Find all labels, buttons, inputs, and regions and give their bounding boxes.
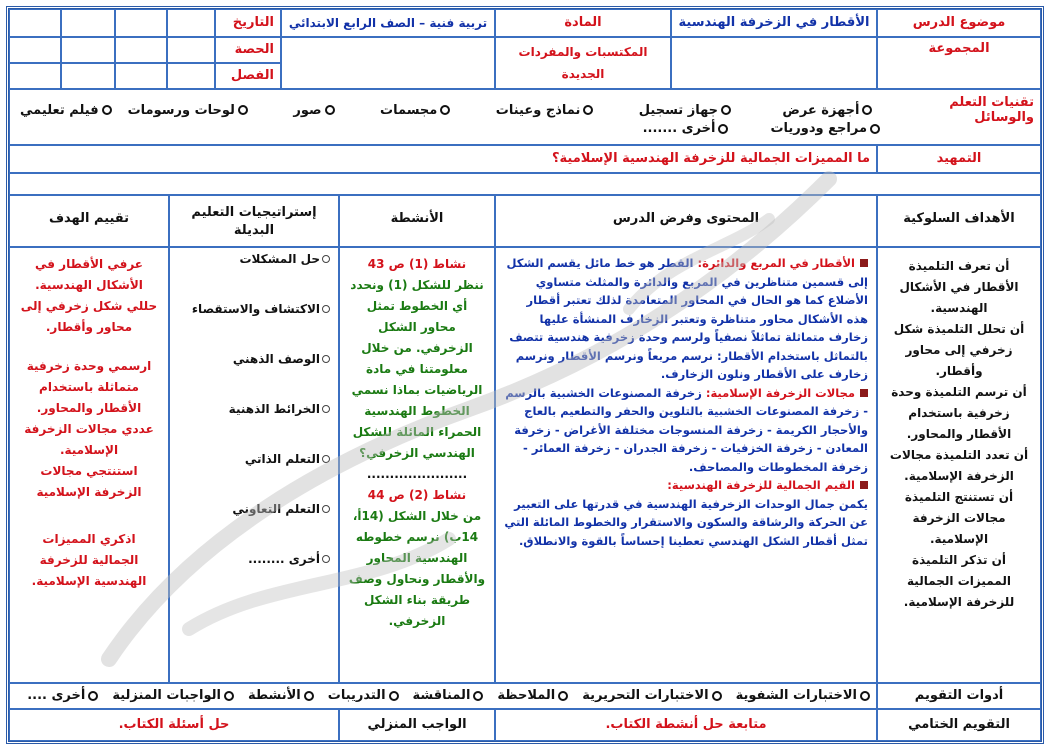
activity-dots: ...................... bbox=[366, 467, 468, 481]
content-section bbox=[504, 254, 868, 384]
resource-option[interactable]: نماذج وعينات bbox=[496, 103, 594, 118]
group-value bbox=[671, 37, 877, 89]
lesson-plan-page bbox=[6, 6, 1044, 744]
radio-circle-icon bbox=[473, 691, 483, 701]
evaluation-option[interactable]: أخرى .... bbox=[27, 688, 98, 703]
radio-circle-icon bbox=[712, 691, 722, 701]
class-box bbox=[167, 63, 215, 89]
objective-item: أن ترسم التلميذة وحدة زخرفية باستخدام الأقطار والمحاور. bbox=[891, 385, 1027, 441]
objective-item: أن تذكر التلميذة المميزات الجمالية للزخرفة الإسلامية. bbox=[903, 553, 1015, 609]
col-assessment-header: تقييم الهدف bbox=[9, 195, 169, 247]
date-box bbox=[115, 9, 167, 37]
radio-circle-icon bbox=[860, 691, 870, 701]
circle-icon bbox=[322, 305, 330, 313]
square-bullet-icon bbox=[860, 259, 868, 267]
evaluation-option[interactable]: الاختبارات الشفوية bbox=[736, 688, 870, 703]
class-box bbox=[9, 63, 61, 89]
radio-circle-icon bbox=[558, 691, 568, 701]
resource-option[interactable]: لوحات ورسومات bbox=[128, 103, 248, 118]
objective-item: أن تعرف التلميذة الأقطار في الأشكال الهندسية. bbox=[899, 259, 1019, 315]
period-box bbox=[61, 37, 115, 63]
content-section-title: الأقطار في المربع والدائرة: bbox=[697, 256, 855, 270]
activity-text: من خلال الشكل (14أ، 14ب) نرسم خطوطه الهندسية المحاور والأقطار ونحاول وصف طريقة بناء الشكل الزخرفي. bbox=[348, 509, 486, 628]
final-value: متابعة حل أنشطة الكتاب. bbox=[495, 709, 877, 741]
radio-circle-icon bbox=[224, 691, 234, 701]
intro-label: التمهيد bbox=[877, 145, 1041, 173]
col-strategies-header: إستراتيجيات التعليم البديلة bbox=[169, 195, 339, 247]
resources-label: تقنيات التعلم والوسائل bbox=[949, 95, 1034, 125]
resource-option[interactable]: فيلم تعليمي bbox=[20, 103, 112, 118]
content-section-title: مجالات الزخرفة الإسلامية: bbox=[705, 385, 855, 400]
date-box bbox=[167, 9, 215, 37]
radio-circle-icon bbox=[304, 691, 314, 701]
radio-circle-icon bbox=[583, 105, 593, 115]
strategies-cell bbox=[169, 247, 339, 683]
content-section bbox=[504, 384, 868, 477]
objective-item: أن تحلل التلميذة شكل زخرفي إلى محاور وأقطار. bbox=[893, 322, 1025, 378]
radio-circle-icon bbox=[721, 105, 731, 115]
assessment-item: عددي مجالات الزخرفة الإسلامية. bbox=[24, 422, 154, 457]
resources-options-row1 bbox=[10, 95, 1034, 125]
period-box bbox=[115, 37, 167, 63]
class-box bbox=[61, 63, 115, 89]
col-content-header: المحتوى وفرض الدرس bbox=[495, 195, 877, 247]
resources-options-row2 bbox=[633, 121, 880, 136]
objective-item: أن تعدد التلميذة مجالات الزخرفة الإسلامية. bbox=[889, 448, 1029, 483]
content-section-text: زخرفة المصنوعات الخشبية بالرسم - زخرفة المصنوعات الخشبية بالتلوين والحفر والتطعيم بالعاج والأحجار الكريمة - زخرفة المنسوجات مختلفة الأغراض - زخرفة المعادن - زخرفة الخزفيات - زخرفة الجدران - زخرفة العمائر - زخرفة المخطوطات والمصاحف. bbox=[505, 385, 868, 474]
strategy-item: حل المشكلات bbox=[178, 252, 330, 302]
topic-value: الأقطار في الزخرفة الهندسية bbox=[671, 9, 877, 37]
class-label: الفصل bbox=[215, 63, 281, 89]
square-bullet-icon bbox=[860, 389, 868, 397]
date-box bbox=[61, 9, 115, 37]
circle-icon bbox=[322, 255, 330, 263]
content-cell bbox=[495, 247, 877, 683]
date-box bbox=[9, 9, 61, 37]
spacer-row bbox=[9, 173, 1041, 195]
resource-option[interactable]: جهاز تسجيل bbox=[639, 103, 731, 118]
strategy-item: الخرائط الذهنية bbox=[178, 402, 330, 452]
intro-question: ما المميزات الجمالية للزخرفة الهندسية الإسلامية؟ bbox=[9, 145, 877, 173]
activity-text: ننظر للشكل (1) ونحدد أي الخطوط تمثل محاور الشكل الزخرفي. من خلال معلومتنا في مادة الرياضيات بماذا نسمي الخطوط الهندسية الحمراء المائلة للشكل الهندسي الزخرفي؟ bbox=[350, 278, 484, 460]
period-box bbox=[167, 37, 215, 63]
resource-option[interactable]: أجهزة عرض bbox=[782, 103, 872, 118]
activity-title: نشاط (1) ص 43 bbox=[367, 257, 467, 271]
content-section bbox=[504, 476, 868, 550]
final-label: التقويم الختامي bbox=[877, 709, 1041, 741]
assessment-item: اذكري المميزات الجمالية للزخرفة الهندسية الإسلامية. bbox=[31, 532, 147, 588]
evaluation-option[interactable]: المناقشة bbox=[413, 688, 484, 703]
resource-option[interactable]: مراجع ودوريات bbox=[770, 121, 880, 136]
content-section-text: القطر هو خط مائل يقسم الشكل إلى قسمين متناظرين في المربع والدائرة والمثلث متساوي الأضلاع كما هو الحال في المحاور المتعامدة لذلك تعتبر أقطار هذه الأشكال محاور متناظرة وتعتبر الزخارف المنشأة عليها زخارف متماثلة تماثلاً نصفياً ولرسم وحدة زخرفية هندسية تتصف بالتماثل باستخدام الأقطار: نرسم مربعاً ونرسم الأقطار ونرسم زخارف على الأقطار ونلون الزخارف. bbox=[506, 256, 868, 381]
radio-circle-icon bbox=[88, 691, 98, 701]
radio-circle-icon bbox=[440, 105, 450, 115]
strategy-item: أخرى ........ bbox=[178, 552, 330, 592]
circle-icon bbox=[322, 555, 330, 563]
evaluation-option[interactable]: الاختبارات التحريرية bbox=[582, 688, 721, 703]
assessment-item: ارسمي وحدة زخرفية متماثلة باستخدام الأقطار والمحاور. bbox=[26, 359, 152, 415]
content-section-title: القيم الجمالية للزخرفة الهندسية: bbox=[667, 478, 855, 492]
activity-title: نشاط (2) ص 44 bbox=[367, 488, 467, 502]
evaluation-tools-options bbox=[9, 683, 877, 709]
group-label: المجموعة bbox=[877, 37, 1041, 89]
radio-circle-icon bbox=[238, 105, 248, 115]
strategy-item: التعلم الذاتي bbox=[178, 452, 330, 502]
evaluation-tools-label: أدوات التقويم bbox=[877, 683, 1041, 709]
resource-option[interactable]: صور bbox=[293, 103, 334, 118]
radio-circle-icon bbox=[870, 124, 880, 134]
content-section-text: يكمن جمال الوحدات الزخرفية الهندسية في قدرتها على التعبير عن الحركة والرشاقة والسكون والاستقرار والخطوط المائلة التي تمثل أقطار الشكل الهندسي تعطينا إحساساً بالقوة والانطلاق. bbox=[504, 496, 868, 548]
strategy-item: الوصف الذهني bbox=[178, 352, 330, 402]
evaluation-option[interactable]: الأنشطة bbox=[248, 688, 314, 703]
assessment-item: استنتجي مجالات الزخرفة الإسلامية bbox=[36, 464, 142, 499]
homework-value: حل أسئلة الكتاب. bbox=[9, 709, 339, 741]
activities-cell bbox=[339, 247, 495, 683]
resource-option[interactable]: مجسمات bbox=[380, 103, 450, 118]
resource-option[interactable]: أخرى ....... bbox=[643, 121, 729, 136]
circle-icon bbox=[322, 505, 330, 513]
radio-circle-icon bbox=[389, 691, 399, 701]
class-box bbox=[115, 63, 167, 89]
subject-label: المادة bbox=[495, 9, 671, 37]
period-box bbox=[9, 37, 61, 63]
topic-label: موضوع الدرس bbox=[877, 9, 1041, 37]
evaluation-option[interactable]: الملاحظة bbox=[497, 688, 568, 703]
evaluation-option[interactable]: الواجبات المنزلية bbox=[112, 688, 234, 703]
assessment-cell bbox=[9, 247, 169, 683]
assessment-item: عرفي الأقطار في الأشكال الهندسية. bbox=[34, 257, 144, 292]
objective-item: أن تستنتج التلميذة مجالات الزخرفة الإسلامية. bbox=[904, 490, 1014, 546]
col-objectives-header: الأهداف السلوكية bbox=[877, 195, 1041, 247]
circle-icon bbox=[322, 355, 330, 363]
circle-icon bbox=[322, 455, 330, 463]
square-bullet-icon bbox=[860, 481, 868, 489]
objectives-cell bbox=[877, 247, 1041, 683]
new-vocab-value bbox=[281, 37, 495, 89]
strategy-item: الاكتشاف والاستقصاء bbox=[178, 302, 330, 352]
date-label: التاريخ bbox=[215, 9, 281, 37]
strategy-item: التعلم التعاوني bbox=[178, 502, 330, 552]
radio-circle-icon bbox=[862, 105, 872, 115]
radio-circle-icon bbox=[102, 105, 112, 115]
homework-label: الواجب المنزلي bbox=[339, 709, 495, 741]
resources-row bbox=[9, 89, 1041, 145]
circle-icon bbox=[322, 405, 330, 413]
assessment-item: حللي شكل زخرفي إلى محاور وأقطار. bbox=[20, 299, 158, 334]
new-vocab-label: المكتسبات والمفردات الجديدة bbox=[495, 37, 671, 89]
radio-circle-icon bbox=[325, 105, 335, 115]
radio-circle-icon bbox=[718, 124, 728, 134]
evaluation-option[interactable]: التدريبات bbox=[328, 688, 399, 703]
period-label: الحصة bbox=[215, 37, 281, 63]
subject-value: تربية فنية – الصف الرابع الابتدائي bbox=[281, 9, 495, 37]
col-activities-header: الأنشطة bbox=[339, 195, 495, 247]
